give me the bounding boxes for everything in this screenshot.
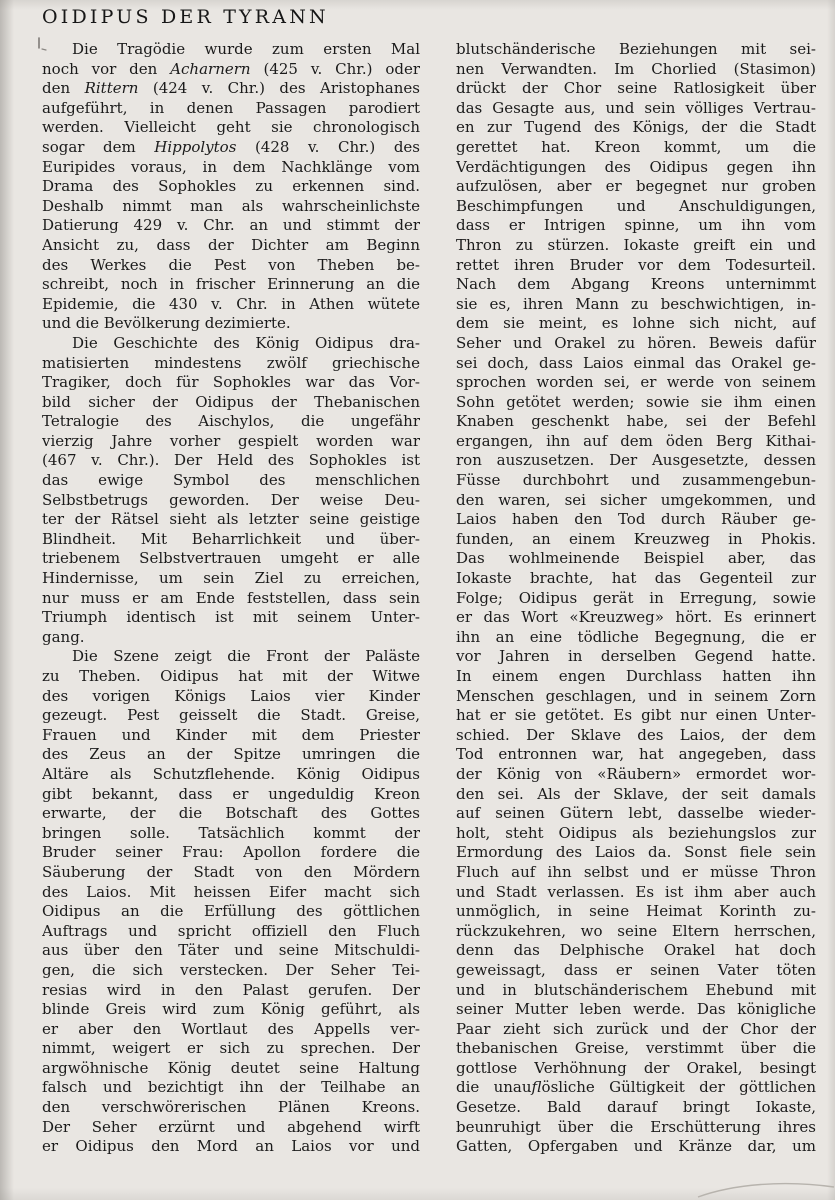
text-line: Thron zu stürzen. Iokaste greift ein und [456,235,816,254]
text-line: Fluch auf ihn selbst und er müsse Thron [456,862,816,881]
text-line: noch vor den Acharnern (425 v. Chr.) oder [42,59,420,78]
text-line: Das wohlmeinende Beispiel aber, das [456,549,816,568]
text-line: sprochen worden sei, er werde von seinem [456,373,816,392]
text-line: rückzukehren, wo seine Eltern herrschen, [456,921,816,940]
text-line: Paar zieht sich zurück und der Chor der [456,1019,816,1038]
text-line: falsch und bezichtigt ihn der Teilhabe an [42,1078,420,1097]
text-line: Frauen und Kinder mit dem Priester [42,725,420,744]
text-line: sogar dem Hippolytos (428 v. Chr.) des [42,137,420,156]
text-line: des Zeus an der Spitze umringen die [42,745,420,764]
text-line: Bruder seiner Frau: Apollon fordere die [42,843,420,862]
text-line: Die Tragödie wurde zum ersten Mal [72,40,420,58]
text-line: nur muss er am Ende feststellen, dass sein [42,588,420,607]
text-line: Beschimpfungen und Anschuldigungen, [456,196,816,215]
text-line: blinde Greis wird zum König geführt, als [42,1000,420,1019]
text-line: den waren, sei sicher umgekommen, und [456,490,816,509]
text-line: Nach dem Abgang Kreons unternimmt [456,275,816,294]
text-line: Folge; Oidipus gerät in Erregung, sowie [456,588,816,607]
text-line: Der Seher erzürnt und abgehend wirft [42,1117,420,1136]
text-line: die unauflösliche Gültigkeit der göttlichen [456,1078,816,1097]
text-line: thebanischen Greise, verstimmt über die [456,1039,816,1058]
text-line: und Stadt verlassen. Es ist ihm aber auch [456,882,816,901]
text-line: dass er Intrigen spinne, um ihn vom [456,216,816,235]
text-line: triebenem Selbstvertrauen umgeht er alle [42,549,420,568]
text-line: unmöglich, in seine Heimat Korinth zu- [456,902,816,921]
text-line: gibt bekannt, dass er ungeduldig Kreon [42,784,420,803]
text-line: gen, die sich verstecken. Der Seher Tei- [42,960,420,979]
text-line: denn das Delphische Orakel hat doch [456,941,816,960]
text-line: holt, steht Oidipus als beziehungslos zur [456,823,816,842]
text-line: hat er sie getötet. Es gibt nur einen Unter- [456,706,816,725]
text-line: des vorigen Königs Laios vier Kinder [42,686,420,705]
text-line: sie es, ihren Mann zu beschwichtigen, in- [456,294,816,313]
text-line: den Rittern (424 v. Chr.) des Aristophanes [42,79,420,98]
text-line: Gatten, Opfergaben und Kränze dar, um [456,1137,816,1156]
text-line: des Laios. Mit heissen Eifer macht sich [42,882,420,901]
text-line: ron auszusetzen. Der Ausgesetzte, dessen [456,451,816,470]
text-line: (467 v. Chr.). Der Held des Sophokles ist [42,451,420,470]
text-line: Ermordung des Laios da. Sonst fiele sein [456,843,816,862]
text-line: gerettet hat. Kreon kommt, um die [456,137,816,156]
text-line: Datierung 429 v. Chr. an und stimmt der [42,216,420,235]
text-line: beunruhigt über die Erschütterung ihres [456,1117,816,1136]
text-line: vor Jahren in derselben Gegend hatte. [456,647,816,666]
text-line: und die Bevölkerung dezimierte. [42,314,291,333]
text-line: aufzulösen, aber er begegnet nur groben [456,177,816,196]
text-line: Hindernisse, um sein Ziel zu erreichen, [42,569,420,588]
text-line: Seher und Orakel zu hören. Beweis dafür [456,333,816,352]
text-line: In einem engen Durchlass hatten ihn [456,667,816,685]
text-line: Laios haben den Tod durch Räuber ge- [456,510,816,529]
text-line: gezeugt. Pest geisselt die Stadt. Greise, [42,706,420,725]
text-line: Verdächtigungen des Oidipus gegen ihn [456,157,816,176]
text-line: Sohn getötet werden; sowie sie ihm einen [456,392,816,411]
text-line: Triumph identisch ist mit seinem Unter- [42,608,420,627]
text-line: Säuberung der Stadt von den Mördern [42,862,420,881]
text-line: Tragiker, doch für Sophokles war das Vor- [42,373,420,392]
text-line: das ewige Symbol des menschlichen [42,471,420,490]
page-curl-mark [694,1168,835,1200]
text-line: sei doch, dass Laios einmal das Orakel ge- [456,353,816,372]
text-line: auf seinen Gütern lebt, dasselbe wieder- [456,804,816,823]
text-line: resias wird in den Palast gerufen. Der [42,980,420,999]
text-line: aufgeführt, in denen Passagen parodiert [42,98,420,117]
text-line: Die Geschichte des König Oidipus dra- [72,333,420,352]
text-line: seiner Mutter leben werde. Das königliche [456,1000,816,1019]
text-line: er das Wort «Kreuzweg» hört. Es erinnert [456,608,816,627]
text-line: erwarte, der die Botschaft des Gottes [42,804,420,823]
text-line: Iokaste brachte, hat das Gegenteil zur [456,569,816,588]
text-line: Altäre als Schutzflehende. König Oidipus [42,764,420,783]
text-line: vierzig Jahre vorher gespielt worden war [42,431,420,450]
text-line: der König von «Räubern» ermordet wor- [456,764,816,783]
text-line: Menschen geschlagen, und in seinem Zorn [456,686,816,705]
text-line: gottlose Verhöhnung der Orakel, besingt [456,1058,816,1077]
text-line: ihn an eine tödliche Begegnung, die er [456,627,816,646]
text-line: zu Theben. Oidipus hat mit der Witwe [42,667,420,685]
text-line: en zur Tugend des Königs, der die Stadt [456,118,816,137]
text-line: Blindheit. Mit Beharrlichkeit und über- [42,529,420,548]
text-line: nimmt, weigert er sich zu sprechen. Der [42,1039,420,1058]
text-line: Gesetze. Bald darauf bringt Iokaste, [456,1098,816,1117]
text-line: den sei. Als der Sklave, der seit damals [456,784,816,803]
text-line: Oidipus an die Erfüllung des göttlichen [42,902,420,921]
right-column [456,40,816,1157]
text-line: blutschänderische Beziehungen mit sei- [456,40,816,58]
text-line: ergangen, ihn auf dem öden Berg Kithai- [456,431,816,450]
text-line: Die Szene zeigt die Front der Paläste [72,647,420,666]
text-line: funden, an einem Kreuzweg in Phokis. [456,529,816,548]
text-line: rettet ihren Bruder vor dem Todesurteil. [456,255,816,274]
text-line: Füsse durchbohrt und zusammengebun- [456,471,816,490]
text-line: argwöhnische König deutet seine Haltung [42,1058,420,1077]
text-line: drückt der Chor seine Ratlosigkeit über [456,79,816,98]
text-line: den verschwörerischen Plänen Kreons. [42,1098,420,1117]
text-line: Epidemie, die 430 v. Chr. in Athen wütete [42,294,420,313]
text-line: bringen solle. Tatsächlich kommt der [42,823,420,842]
text-line: geweissagt, dass er seinen Vater töten [456,960,816,979]
text-line: das Gesagte aus, und sein völliges Vertrau- [456,98,816,117]
text-line: Tetralogie des Aischylos, die ungefähr [42,412,420,431]
text-line: Ansicht zu, dass der Dichter am Beginn [42,235,420,254]
text-line: gang. [42,627,85,646]
text-line: aus über den Täter und seine Mitschuldi- [42,941,420,960]
text-line: und in blutschänderischem Ehebund mit [456,980,816,999]
text-line: Knaben geschenkt habe, sei der Befehl [456,412,816,431]
text-line: schied. Der Sklave des Laios, der dem [456,725,816,744]
text-line: dem sie meint, es lohne sich nicht, auf [456,314,816,333]
page-title: OIDIPUS DER TYRANN [42,6,329,28]
text-line: Tod entronnen war, hat angegeben, dass [456,745,816,764]
text-line: schreibt, noch in frischer Erinnerung an die [42,275,420,294]
text-line: er aber den Wortlaut des Appells ver- [42,1019,420,1038]
text-line: matisierten mindestens zwölf griechische [42,353,420,372]
text-line: nen Verwandten. Im Chorlied (Stasimon) [456,59,816,78]
text-line: Auftrags und spricht offiziell den Fluch [42,921,420,940]
text-line: bild sicher der Oidipus der Thebanischen [42,392,420,411]
text-line: er Oidipus den Mord an Laios vor und [42,1137,420,1156]
text-line: ter der Rätsel sieht als letzter seine geistige [42,510,420,529]
text-line: des Werkes die Pest von Theben be- [42,255,420,274]
text-line: Euripides voraus, in dem Nachklänge vom [42,157,420,176]
left-column [42,40,420,1157]
text-columns [42,40,816,1157]
text-line: Deshalb nimmt man als wahrscheinlichste [42,196,420,215]
text-line: werden. Vielleicht geht sie chronologisch [42,118,420,137]
text-line: Drama des Sophokles zu erkennen sind. [42,177,420,196]
text-line: Selbstbetrugs geworden. Der weise Deu- [42,490,420,509]
